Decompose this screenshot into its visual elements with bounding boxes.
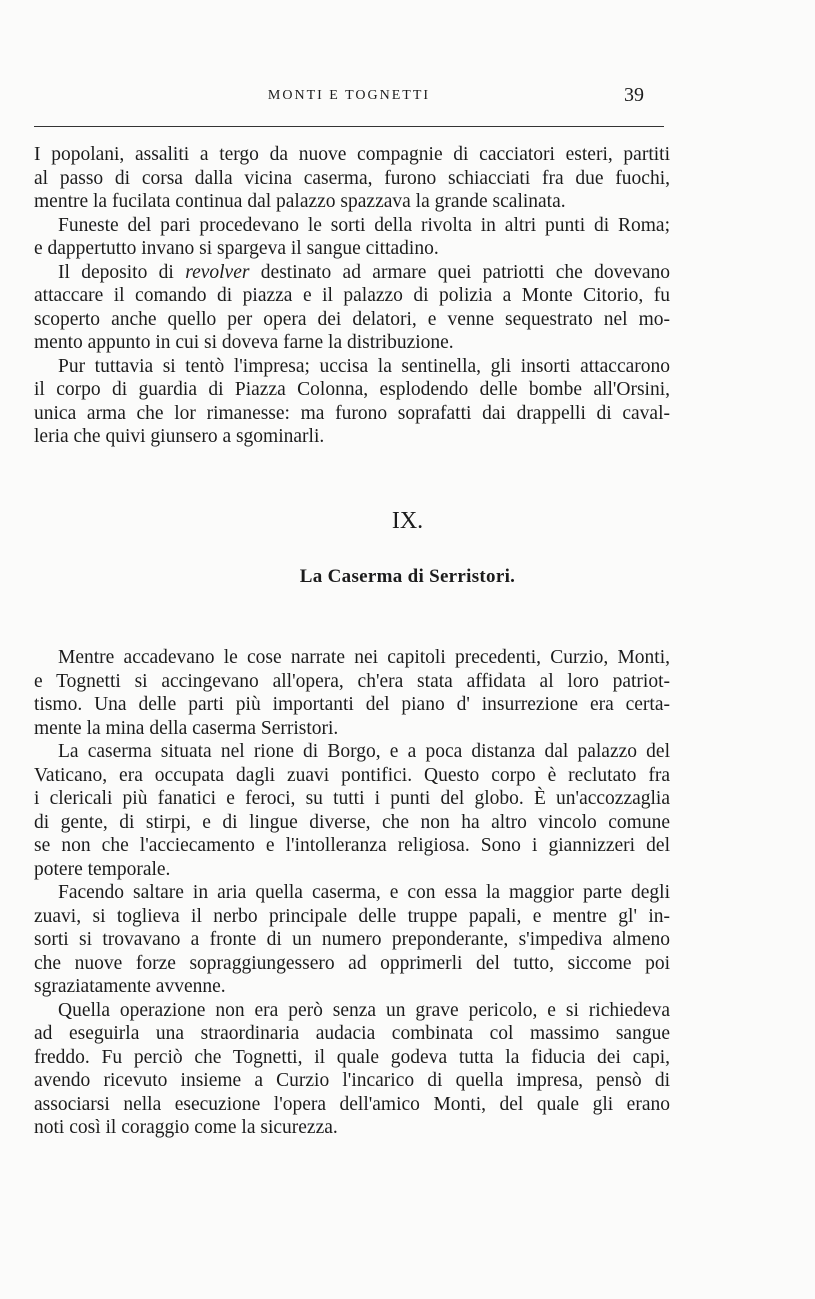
text-line: Mentre accadevano le cose narrate nei capitoli precedenti, Curzio, Monti, [58, 647, 670, 668]
text-run: destinato ad armare quei patriotti che dovevano [249, 261, 670, 283]
section-title: La Caserma di Serristori. [299, 566, 516, 587]
section-number: IX. [391, 508, 424, 534]
text-line: al passo di corsa dalla vicina caserma, furono schiacciati fra due fuochi, [34, 167, 670, 189]
text-line: scoperto anche quello per opera dei delatori, e venne sequestrato nel mo- [34, 308, 670, 330]
paragraph-mentre [34, 646, 670, 740]
page-number: 39 [624, 84, 644, 106]
paragraph-deposito [34, 261, 670, 355]
text-line: mente la mina della caserma Serristori. [34, 717, 339, 739]
text-line: attaccare il comando di piazza e il palazzo di polizia a Monte Citorio, fu [34, 285, 670, 306]
text-line: ad eseguirla una straordinaria audacia combinata col massimo sangue [34, 1023, 670, 1044]
text-line: Quella operazione non era però senza un grave pericolo, e si richiedeva [58, 999, 670, 1021]
text-line: i clericali più fanatici e feroci, su tutti i punti del globo. È un'accozzaglia [34, 788, 670, 809]
text-line: zuavi, si toglieva il nerbo principale delle truppe papali, e mentre gl' in- [34, 905, 670, 927]
text-line: se non che l'acciecamento e l'intolleranza religiosa. Sono i giannizzeri del [34, 835, 670, 856]
paragraph-pur-tuttavia [34, 355, 670, 449]
text-line: e dappertutto invano si spargeva il sangue cittadino. [34, 238, 439, 259]
text-run: Il deposito di [58, 261, 186, 283]
page-header [34, 84, 664, 110]
text-line: unica arma che lor rimanesse: ma furono soprafatti dai drappelli di caval- [34, 402, 670, 424]
running-title: MONTI E TOGNETTI [267, 88, 431, 103]
paragraph-funeste [34, 214, 670, 261]
text-line: freddo. Fu perciò che Tognetti, il quale godeva tutta la fiducia dei capi, [34, 1046, 670, 1068]
paragraph-popolani [34, 143, 670, 214]
paragraph-quella [34, 999, 670, 1140]
text-line: Funeste del pari procedevano le sorti della rivolta in altri punti di Roma; [58, 214, 670, 236]
text-line: tismo. Una delle parti più importanti del piano d' insurrezione era certa- [34, 694, 670, 715]
text-line: Vaticano, era occupata dagli zuavi pontifici. Questo corpo è reclutato fra [34, 764, 670, 786]
text-line: noti così il coraggio come la sicurezza. [34, 1117, 338, 1138]
italic-term-revolver: revolver [185, 261, 250, 283]
text-line: Pur tuttavia si tentò l'impresa; uccisa la sentinella, gli insorti attaccarono [58, 355, 670, 377]
text-line: avendo ricevuto insieme a Curzio l'incarico di quella impresa, pensò di [34, 1070, 670, 1091]
text-line: il corpo di guardia di Piazza Colonna, esplodendo delle bombe all'Orsini, [34, 379, 670, 400]
text-line: associarsi nella esecuzione l'opera dell'amico Monti, del quale gli erano [34, 1093, 670, 1115]
text-line: che nuove forze sopraggiungessero ad opprimerli del tutto, siccome poi [34, 952, 670, 974]
text-line: leria che quivi giunsero a sgominarli. [34, 426, 325, 447]
text-line: mento appunto in cui si doveva farne la distribuzione. [34, 332, 454, 353]
text-line: di gente, di stirpi, e di lingue diverse, che non ha altro vincolo comune [34, 811, 670, 833]
paragraph-facendo [34, 881, 670, 999]
text-line-deposito [34, 261, 670, 285]
text-line: mentre la fucilata continua dal palazzo spazzava la grande scalinata. [34, 191, 566, 212]
text-line: I popolani, assaliti a tergo da nuove compagnie di cacciatori esteri, partiti [34, 144, 670, 165]
text-line: sgraziatamente avvenne. [34, 976, 226, 997]
text-line: sorti si trovavano a fronte di un numero preponderante, s'impediva almeno [34, 929, 670, 950]
text-line: e Tognetti si accingevano all'opera, ch'era stata affidata al loro patriot- [34, 670, 670, 692]
text-line: La caserma situata nel rione di Borgo, e a poca distanza dal palazzo del [58, 741, 670, 762]
text-line: potere temporale. [34, 858, 171, 880]
header-rule [34, 126, 664, 127]
text-line: Facendo saltare in aria quella caserma, e con essa la maggior parte degli [58, 882, 670, 903]
paragraph-caserma [34, 740, 670, 881]
